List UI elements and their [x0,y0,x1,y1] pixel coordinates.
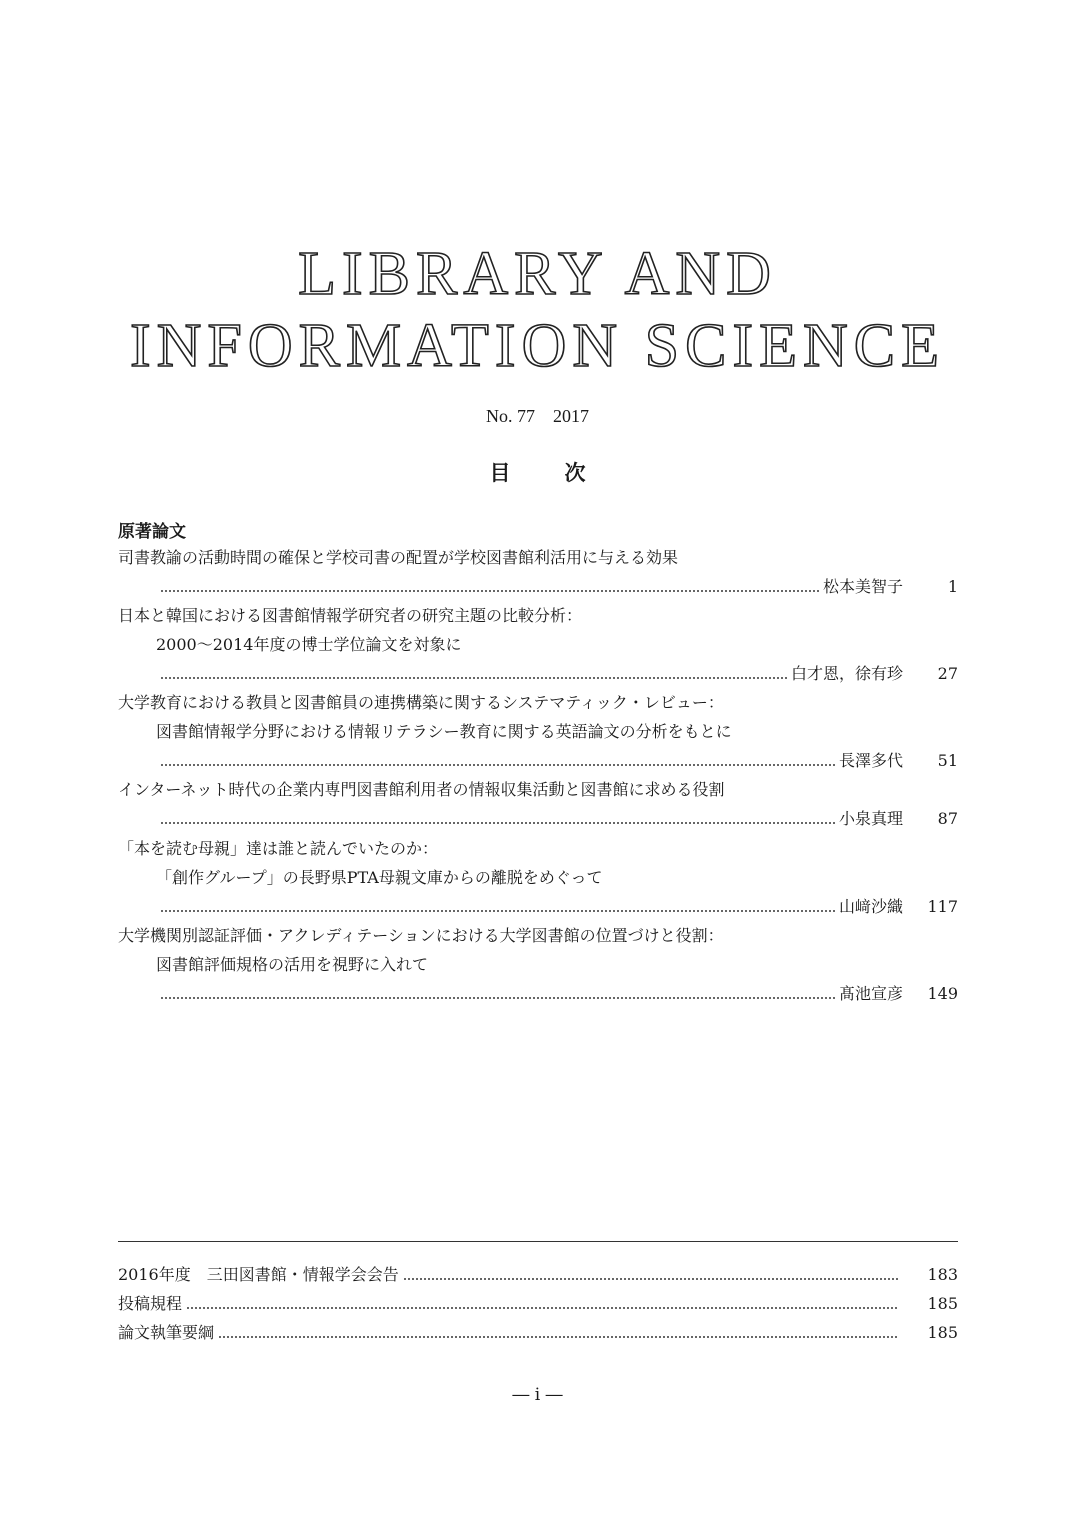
article-author: 山﨑沙織 [838,897,903,916]
dot-leader [160,764,835,766]
dot-leader [186,1307,899,1309]
page-number: 1 [947,577,958,596]
dot-leader [160,590,819,592]
article-subtitle: 図書館評価規格の活用を視野に入れて [156,955,429,974]
toc-entry[interactable] [118,543,958,601]
article-subtitle: 図書館情報学分野における情報リテラシー教育に関する英語論文の分析をもとに [156,722,732,741]
article-author: 長澤多代 [838,751,903,770]
dot-leader [218,1336,899,1338]
article-author: 髙池宣彦 [838,984,903,1003]
page-number: 149 [927,984,958,1003]
page-number: 117 [927,897,958,916]
dot-leader [160,997,835,999]
page-number: 183 [927,1265,958,1284]
leader-line [118,659,958,688]
dot-leader [160,910,835,912]
appendix-entry[interactable] [118,1289,958,1318]
appendix-label[interactable]: 投稿規程 [118,1294,183,1313]
page-number: 51 [937,751,958,770]
article-author: 松本美智子 [822,577,903,596]
page-number: 87 [937,809,958,828]
toc-entry[interactable] [118,834,958,921]
journal-title-line2: INFORMATION SCIENCE [130,312,945,380]
appendix-entry[interactable] [118,1260,958,1289]
appendix-list [118,1260,958,1347]
issue-number: No. 77 2017 [486,406,589,426]
page-folio: ― i ― [512,1385,563,1405]
article-author: 小泉真理 [838,809,903,828]
dot-leader [160,822,835,824]
article-title[interactable]: 大学機関別認証評価・アクレディテーションにおける大学図書館の位置づけと役割： [118,926,724,945]
section-label: 原著論文 [118,522,186,542]
page-number: 27 [937,664,958,683]
page-number: 185 [927,1323,958,1342]
leader-line [118,892,958,921]
article-subtitle: 「創作グループ」の長野県PTA母親文庫からの離脱をめぐって [156,868,603,887]
toc-entry[interactable] [118,688,958,775]
leader-line [118,746,958,775]
appendix-label[interactable]: 2016年度 三田図書館・情報学会会告 [118,1265,399,1284]
journal-title-line1: LIBRARY AND [298,240,777,308]
article-author: 白才恩，徐有珍 [790,664,903,683]
article-title[interactable]: 日本と韓国における図書館情報学研究者の研究主題の比較分析： [118,606,583,625]
article-title[interactable]: 「本を読む母親」達は誰と読んでいたのか： [118,839,439,858]
toc-entry[interactable] [118,921,958,1008]
dot-leader [160,677,787,679]
toc-entry[interactable] [118,775,958,833]
toc-heading: 目次 [489,461,640,485]
page-number: 185 [927,1294,958,1313]
leader-line [118,979,958,1008]
leader-line [118,804,958,833]
article-title[interactable]: インターネット時代の企業内専門図書館利用者の情報収集活動と図書館に求める役割 [118,780,725,799]
toc-entry[interactable] [118,601,958,688]
divider [118,1241,958,1242]
appendix-entry[interactable] [118,1318,958,1347]
leader-line [118,572,958,601]
article-title[interactable]: 大学教育における教員と図書館員の連携構築に関するシステマティック・レビュー： [118,693,724,712]
dot-leader [403,1278,899,1280]
article-title[interactable]: 司書教諭の活動時間の確保と学校司書の配置が学校図書館利活用に与える効果 [118,548,679,567]
appendix-label[interactable]: 論文執筆要綱 [118,1323,215,1342]
article-subtitle: 2000～2014年度の博士学位論文を対象に [156,635,462,654]
